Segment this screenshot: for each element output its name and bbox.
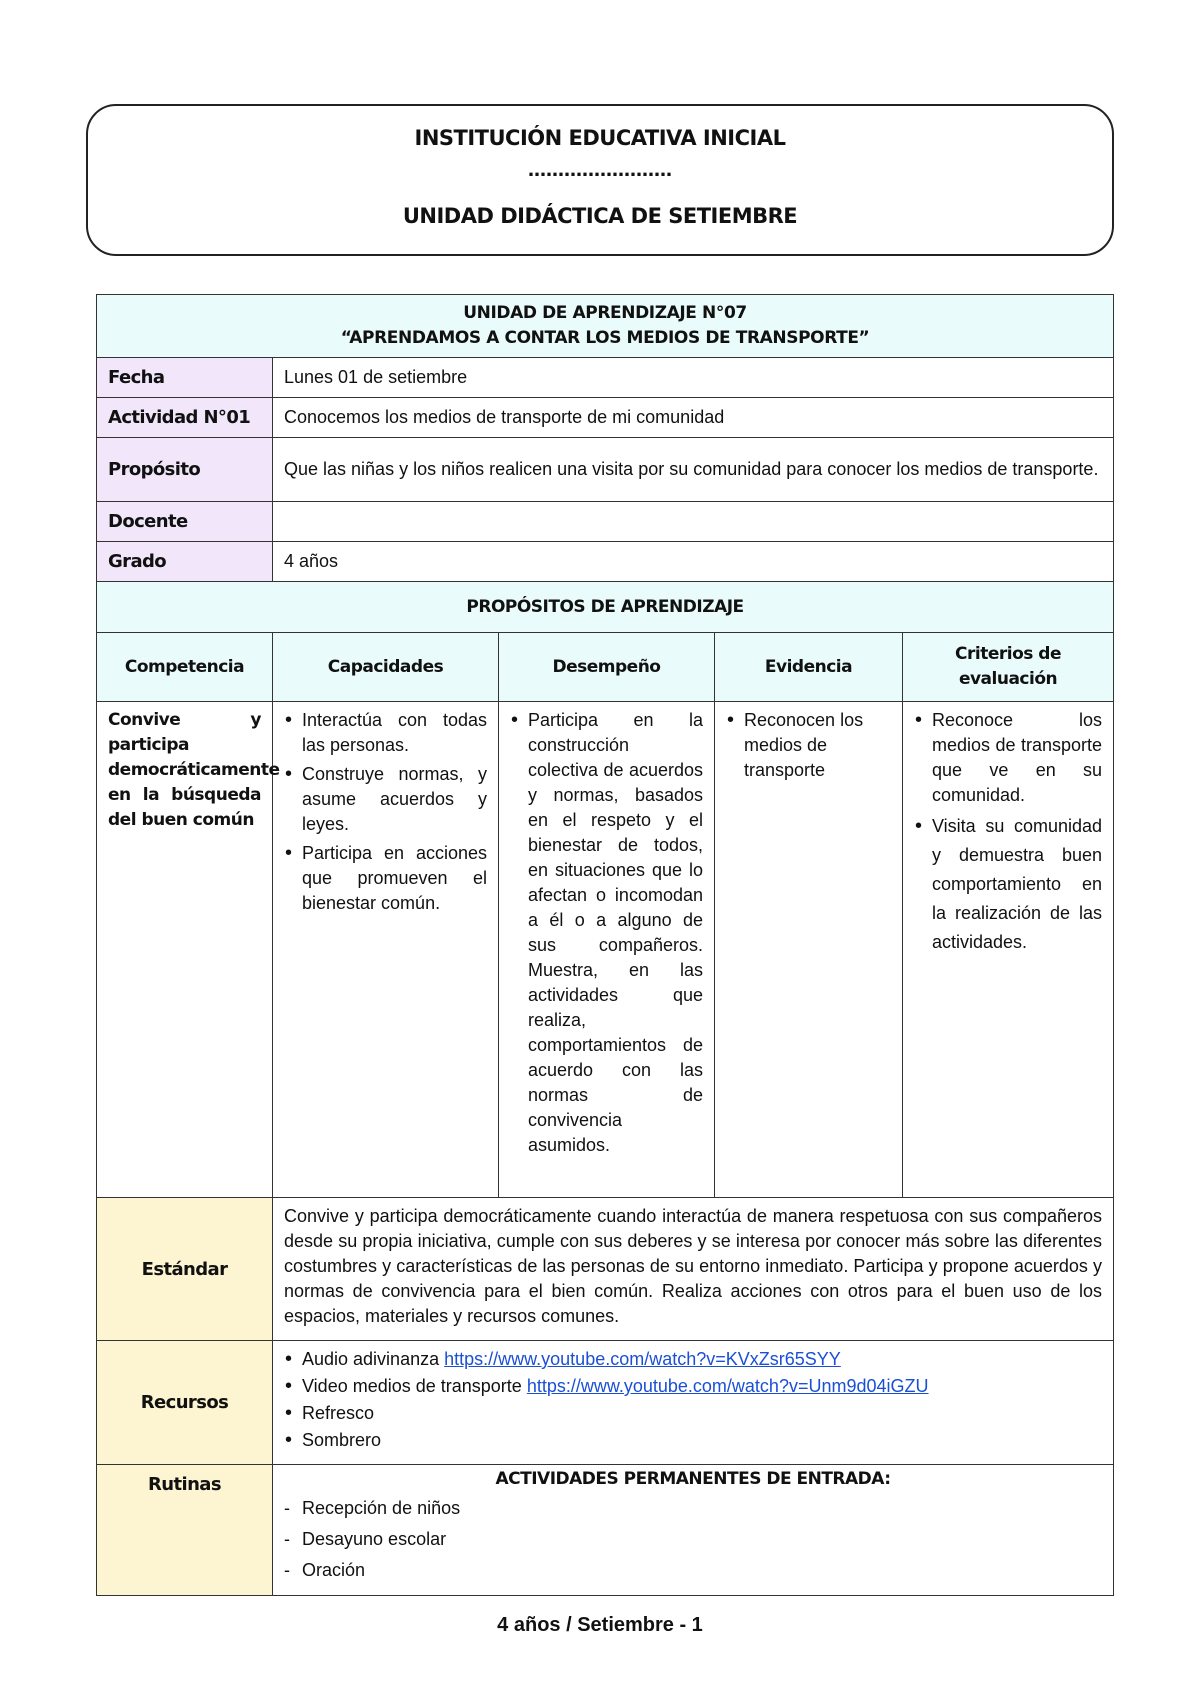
evidencia-item: • Reconocen los medios de transporte <box>744 708 891 783</box>
rutinas-cell <box>273 1465 1114 1596</box>
unit-number: UNIDAD DE APRENDIZAJE N°07 <box>463 303 747 323</box>
capacidad-item: • Interactúa con todas las personas. <box>302 708 487 758</box>
estandar-label: Estándar <box>97 1198 273 1341</box>
actividad-label: Actividad N°01 <box>97 398 273 438</box>
rutinas-label-cell <box>97 1465 273 1596</box>
page-footer: 4 años / Setiembre - 1 <box>497 1614 703 1636</box>
criterio-item: • Reconoce los medios de transporte que ve en su comunidad. <box>932 708 1102 808</box>
header-box <box>86 104 1114 256</box>
desempeno-cell <box>499 702 715 1198</box>
recurso-video-text: Video medios de transporte <box>302 1376 522 1396</box>
criterios-cell <box>903 702 1114 1198</box>
activity-table <box>96 294 1114 1596</box>
rutina-item: - Desayuno escolar <box>302 1527 1102 1552</box>
unit-name: “APRENDAMOS A CONTAR LOS MEDIOS DE TRANSPORTE” <box>340 328 870 348</box>
competencia-cell: Convive y participa democráticamente en la búsqueda del buen común <box>97 702 273 1198</box>
estandar-text: Convive y participa democráticamente cuando interactúa de manera respetuosa con sus compañeros desde su propia iniciativa, cumple con sus deberes y se interesa por conocer más sobre las diferentes costumbres y características de las personas de su entorno inmediato. Participa y propone acuerdos y normas de convivencia para el bien común. Realiza acciones con otros para el buen uso de los espacios, materiales y recursos comunes. <box>273 1198 1114 1341</box>
rutina-item: - Recepción de niños <box>302 1496 1102 1521</box>
unit-heading <box>97 295 1114 358</box>
purposes-title: PROPÓSITOS DE APRENDIZAJE <box>97 582 1114 633</box>
proposito-label: Propósito <box>97 438 273 502</box>
recurso-video <box>302 1374 1102 1399</box>
col-capacidades: Capacidades <box>273 633 499 702</box>
actividad-value: Conocemos los medios de transporte de mi comunidad <box>273 398 1114 438</box>
recursos-cell <box>273 1341 1114 1465</box>
capacidad-item: • Participa en acciones que promueven el bienestar común. <box>302 841 487 916</box>
rutina-item: - Oración <box>302 1558 1102 1583</box>
proposito-value: Que las niñas y los niños realicen una visita por su comunidad para conocer los medios de transporte. <box>273 438 1114 502</box>
col-competencia: Competencia <box>97 633 273 702</box>
grado-label: Grado <box>97 542 273 582</box>
recursos-label: Recursos <box>97 1341 273 1465</box>
rutinas-label: Rutinas <box>148 1473 221 1495</box>
col-desempeno: Desempeño <box>499 633 715 702</box>
desempeno-item: • Participa en la construcción colectiva de acuerdos y normas, basados en el respeto y el bienestar de todos, en situaciones que lo afectan o incomodan a él o a alguno de sus compañeros. Muestra, en las actividades que realiza, comportamientos de acuerdo con las normas de convivencia asumidos. <box>528 708 703 1158</box>
grado-value: 4 años <box>273 542 1114 582</box>
fecha-label: Fecha <box>97 358 273 398</box>
fecha-value: Lunes 01 de setiembre <box>273 358 1114 398</box>
evidencia-cell <box>715 702 903 1198</box>
capacidad-item: • Construye normas, y asume acuerdos y leyes. <box>302 762 487 837</box>
recurso-item: • Sombrero <box>302 1428 1102 1453</box>
capacidades-cell <box>273 702 499 1198</box>
criterio-item: • Visita su comunidad y demuestra buen comportamiento en la realización de las actividades. <box>932 812 1102 957</box>
recurso-item: • Refresco <box>302 1401 1102 1426</box>
docente-label: Docente <box>97 502 273 542</box>
col-evidencia: Evidencia <box>715 633 903 702</box>
institution-title: INSTITUCIÓN EDUCATIVA INICIAL <box>414 126 786 150</box>
audio-link[interactable]: https://www.youtube.com/watch?v=KVxZsr65SYY <box>444 1349 841 1369</box>
col-criterios: Criterios de evaluación <box>903 633 1114 702</box>
unit-title: UNIDAD DIDÁCTICA DE SETIEMBRE <box>402 204 798 228</box>
recurso-audio-text: Audio adivinanza <box>302 1349 440 1369</box>
rutinas-title: ACTIVIDADES PERMANENTES DE ENTRADA: <box>495 1469 891 1489</box>
institution-name-placeholder: …………………… <box>528 160 672 181</box>
video-link[interactable]: https://www.youtube.com/watch?v=Unm9d04iGZU <box>526 1376 929 1396</box>
docente-value <box>273 502 1114 542</box>
recurso-audio <box>302 1347 1102 1372</box>
